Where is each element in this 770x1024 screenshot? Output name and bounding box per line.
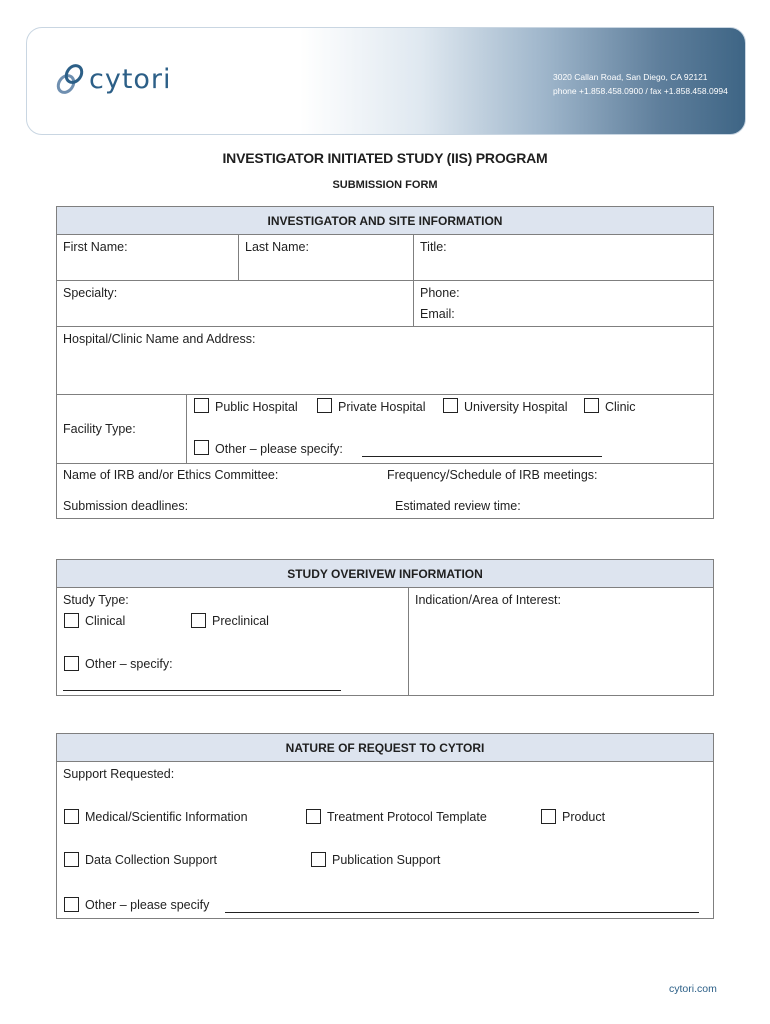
- clinic-checkbox[interactable]: [584, 398, 599, 413]
- study-type-label: Study Type:: [63, 593, 129, 607]
- phone-label: Phone:: [420, 286, 460, 300]
- product-label: Product: [562, 810, 606, 824]
- medical-info-label: Medical/Scientific Information: [85, 810, 248, 824]
- data-collection-label: Data Collection Support: [85, 853, 218, 867]
- public-hospital-checkbox[interactable]: [194, 398, 209, 413]
- site-info-heading: INVESTIGATOR AND SITE INFORMATION: [57, 207, 713, 235]
- review-time-label: Estimated review time:: [395, 499, 521, 513]
- first-name-label: First Name:: [63, 240, 128, 254]
- preclinical-label: Preclinical: [212, 614, 269, 628]
- clinical-label: Clinical: [85, 614, 126, 628]
- divider: [408, 587, 409, 695]
- study-overview-section: [56, 559, 714, 696]
- divider: [57, 280, 714, 281]
- footer-website: cytori.com: [669, 983, 717, 995]
- phone-fax-line: phone +1.858.458.0900 / fax +1.858.458.0994: [553, 86, 728, 96]
- letterhead-banner: [26, 27, 746, 135]
- request-section: [56, 733, 714, 919]
- request-heading: NATURE OF REQUEST TO CYTORI: [57, 734, 713, 762]
- irb-name-label: Name of IRB and/or Ethics Committee:: [63, 468, 279, 482]
- facility-other-field[interactable]: [362, 456, 602, 457]
- form-subtitle: SUBMISSION FORM: [332, 179, 438, 191]
- facility-type-label: Facility Type:: [63, 422, 136, 436]
- specialty-label: Specialty:: [63, 286, 118, 300]
- protocol-template-label: Treatment Protocol Template: [327, 810, 487, 824]
- indication-label: Indication/Area of Interest:: [415, 593, 561, 607]
- submission-deadlines-label: Submission deadlines:: [63, 499, 189, 513]
- irb-frequency-label: Frequency/Schedule of IRB meetings:: [387, 468, 598, 482]
- form-title: INVESTIGATOR INITIATED STUDY (IIS) PROGRAM: [222, 150, 548, 166]
- publication-label: Publication Support: [332, 853, 441, 867]
- preclinical-checkbox[interactable]: [191, 613, 206, 628]
- clinical-checkbox[interactable]: [64, 613, 79, 628]
- university-hospital-label: University Hospital: [464, 400, 568, 414]
- divider: [238, 234, 239, 280]
- title-label: Title:: [420, 240, 447, 254]
- university-hospital-checkbox[interactable]: [443, 398, 458, 413]
- company-address: [553, 70, 728, 98]
- study-other-checkbox[interactable]: [64, 656, 79, 671]
- logo-text: cytori: [89, 63, 172, 95]
- facility-other-checkbox[interactable]: [194, 440, 209, 455]
- medical-info-checkbox[interactable]: [64, 809, 79, 824]
- request-other-label: Other – please specify: [85, 898, 210, 912]
- public-hospital-label: Public Hospital: [215, 400, 298, 414]
- email-label: Email:: [420, 307, 455, 321]
- private-hospital-label: Private Hospital: [338, 400, 426, 414]
- study-overview-heading: STUDY OVERIVEW INFORMATION: [57, 560, 713, 588]
- study-other-field[interactable]: [63, 690, 341, 691]
- private-hospital-checkbox[interactable]: [317, 398, 332, 413]
- divider: [57, 463, 714, 464]
- product-checkbox[interactable]: [541, 809, 556, 824]
- study-other-label: Other – specify:: [85, 657, 173, 671]
- support-requested-label: Support Requested:: [63, 767, 175, 781]
- request-other-field[interactable]: [225, 912, 699, 913]
- address-line: 3020 Callan Road, San Diego, CA 92121: [553, 72, 708, 82]
- divider: [57, 394, 714, 395]
- request-other-checkbox[interactable]: [64, 897, 79, 912]
- publication-checkbox[interactable]: [311, 852, 326, 867]
- divider: [186, 394, 187, 463]
- cytori-logo: [55, 54, 172, 104]
- divider: [57, 326, 714, 327]
- hospital-address-label: Hospital/Clinic Name and Address:: [63, 332, 256, 346]
- protocol-template-checkbox[interactable]: [306, 809, 321, 824]
- facility-other-label: Other – please specify:: [215, 442, 343, 456]
- data-collection-checkbox[interactable]: [64, 852, 79, 867]
- last-name-label: Last Name:: [245, 240, 309, 254]
- divider: [413, 234, 414, 326]
- clinic-label: Clinic: [605, 400, 636, 414]
- cytori-logo-icon: [55, 62, 85, 96]
